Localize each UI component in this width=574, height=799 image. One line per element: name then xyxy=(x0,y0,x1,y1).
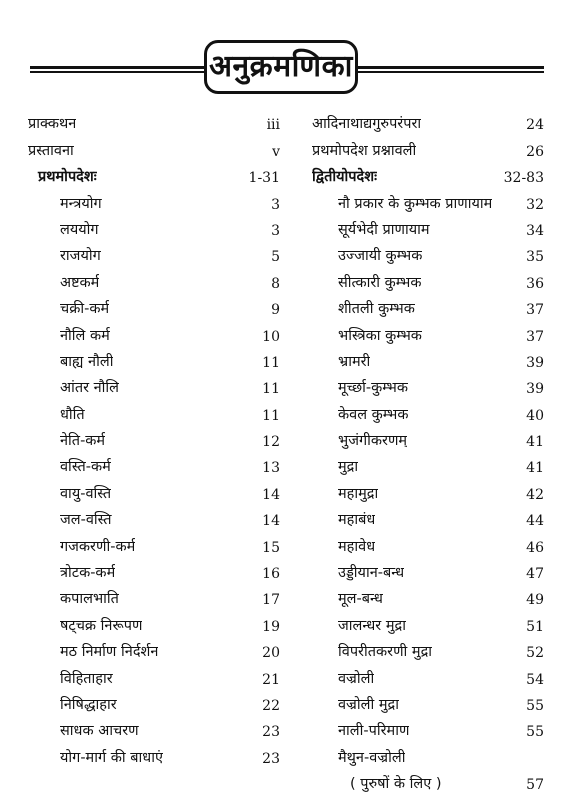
toc-entry-page: 3 xyxy=(271,196,280,213)
toc-entry xyxy=(312,239,544,265)
toc-entry-label: शीतली कुम्भक xyxy=(338,301,415,318)
toc-entry xyxy=(28,107,280,133)
toc-entry xyxy=(312,661,544,687)
toc-entry-page: 23 xyxy=(262,750,280,767)
toc-entry xyxy=(28,608,280,634)
toc-entry-page: 54 xyxy=(526,671,544,688)
toc-entry-label: विपरीतकरणी मुद्रा xyxy=(338,644,433,661)
toc-entry xyxy=(312,186,544,212)
toc-entry-page: 36 xyxy=(526,275,544,292)
toc-entry-label: उड्डीयान-बन्ध xyxy=(338,565,405,582)
toc-entry-label: भ्रामरी xyxy=(338,353,371,370)
toc-entry-label: बाह्य नौली xyxy=(60,353,114,370)
toc-entry xyxy=(28,292,280,318)
toc-entry-label: केवल कुम्भक xyxy=(338,406,409,423)
toc-entry-label: सूर्यभेदी प्राणायाम xyxy=(338,221,430,238)
toc-entry-page: 15 xyxy=(262,539,280,556)
toc-entry-page: 20 xyxy=(262,645,280,662)
toc-entry xyxy=(28,186,280,212)
toc-entry-label: वज्रोली xyxy=(338,670,375,687)
toc-entry-page: 52 xyxy=(526,645,544,662)
toc-entry xyxy=(312,556,544,582)
toc-entry-page: 55 xyxy=(526,724,544,741)
toc-entry-page: 35 xyxy=(526,249,544,266)
toc-entry xyxy=(312,450,544,476)
toc-entry xyxy=(28,556,280,582)
toc-entry xyxy=(312,160,544,186)
toc-entry-page: 57 xyxy=(526,777,544,794)
toc-entry xyxy=(312,397,544,423)
toc-entry-page: 32-83 xyxy=(503,170,544,187)
toc-entry-page: 11 xyxy=(262,381,280,398)
toc-entry xyxy=(312,476,544,502)
toc-entry xyxy=(312,529,544,555)
toc-entry-label: प्राक्कथन xyxy=(28,116,77,133)
toc-entry-label: मुद्रा xyxy=(338,459,359,476)
toc-entry xyxy=(28,661,280,687)
toc-entry-label: नेति-कर्म xyxy=(60,433,106,450)
toc-entry-label: आदिनाथाद्यगुरुपरंपरा xyxy=(312,116,422,133)
toc-entry-label: उज्जायी कुम्भक xyxy=(338,248,423,265)
toc-entry xyxy=(312,318,544,344)
toc-entry-label: प्रस्तावना xyxy=(28,142,74,159)
toc-entry xyxy=(312,714,544,740)
toc-entry-page: 8 xyxy=(271,275,280,292)
toc-entry xyxy=(312,424,544,450)
toc-right-column xyxy=(312,107,544,793)
toc-entry-label: नौलि कर्म xyxy=(60,327,110,344)
toc-entry-label: चक्री-कर्म xyxy=(60,301,110,318)
toc-entry-page: 34 xyxy=(526,222,544,239)
toc-entry xyxy=(28,529,280,555)
toc-entry-page: 23 xyxy=(262,724,280,741)
toc-entry xyxy=(312,767,544,793)
toc-entry-page: 9 xyxy=(271,302,280,319)
toc-entry xyxy=(28,424,280,450)
toc-entry-page: iii xyxy=(266,117,280,134)
toc-entry-page: 49 xyxy=(526,592,544,609)
toc-entry-label: महाबंध xyxy=(338,512,376,529)
toc-entry xyxy=(312,740,544,766)
toc-entry-page: 16 xyxy=(262,566,280,583)
toc-entry xyxy=(312,107,544,133)
toc-entry-label: लययोग xyxy=(60,221,99,238)
toc-entry-page: 13 xyxy=(262,460,280,477)
toc-entry-label: महावेध xyxy=(338,538,376,555)
toc-entry-page: 46 xyxy=(526,539,544,556)
toc-entry-page: 32 xyxy=(526,196,544,213)
toc-entry xyxy=(312,345,544,371)
toc-entry xyxy=(28,318,280,344)
toc-entry-label: प्रथमोपदेशः xyxy=(38,169,97,186)
toc-entry-label: निषिद्धाहार xyxy=(60,696,117,713)
toc-entry-page: 47 xyxy=(526,566,544,583)
toc-entry xyxy=(28,265,280,291)
toc-entry-label: द्वितीयोपदेशः xyxy=(312,169,378,186)
toc-entry xyxy=(28,503,280,529)
toc-entry-label: नौ प्रकार के कुम्भक प्राणायाम xyxy=(338,195,493,212)
toc-entry-page: 37 xyxy=(526,328,544,345)
toc-entry-label: साधक आचरण xyxy=(60,723,139,740)
toc-entry xyxy=(28,371,280,397)
toc-entry xyxy=(28,213,280,239)
toc-entry-label: जल-वस्ति xyxy=(60,512,112,529)
toc-entry-page: 26 xyxy=(526,143,544,160)
toc-entry xyxy=(312,503,544,529)
toc-entry-label: कपालभाति xyxy=(60,591,119,608)
toc-entry-label: मूर्च्छा-कुम्भक xyxy=(338,380,408,397)
toc-entry-page: 39 xyxy=(526,354,544,371)
toc-entry-label: महामुद्रा xyxy=(338,485,379,502)
toc-header xyxy=(0,34,574,104)
toc-entry-page: 39 xyxy=(526,381,544,398)
toc-entry-page: 51 xyxy=(526,618,544,635)
toc-entry-page: 21 xyxy=(262,671,280,688)
toc-entry-page: 55 xyxy=(526,697,544,714)
toc-entry-page: 19 xyxy=(262,618,280,635)
toc-entry-page: 17 xyxy=(262,592,280,609)
toc-entry-label: वज्रोली मुद्रा xyxy=(338,696,399,713)
toc-entry-label: राजयोग xyxy=(60,248,101,265)
toc-entry xyxy=(28,635,280,661)
toc-entry-page: 3 xyxy=(271,222,280,239)
toc-entry-page: 41 xyxy=(526,460,544,477)
toc-entry xyxy=(312,582,544,608)
toc-entry xyxy=(28,688,280,714)
toc-entry xyxy=(28,345,280,371)
toc-entry-label: नाली-परिमाण xyxy=(338,723,410,740)
toc-entry xyxy=(312,213,544,239)
toc-left-column xyxy=(28,107,280,767)
toc-entry-label: विहिताहार xyxy=(60,670,113,687)
toc-entry-page: 42 xyxy=(526,486,544,503)
toc-entry-page: 1-31 xyxy=(248,170,280,187)
toc-entry-page: 41 xyxy=(526,434,544,451)
toc-entry xyxy=(28,239,280,265)
toc-entry-page: 5 xyxy=(271,249,280,266)
toc-entry xyxy=(28,160,280,186)
toc-entry xyxy=(28,450,280,476)
toc-entry-page: 24 xyxy=(526,117,544,134)
toc-entry-label: सीत्कारी कुम्भक xyxy=(338,274,422,291)
toc-entry-label: मठ निर्माण निर्दर्शन xyxy=(60,644,159,661)
toc-entry-label: गजकरणी-कर्म xyxy=(60,538,136,555)
toc-entry xyxy=(312,133,544,159)
toc-entry-label: योग-मार्ग की बाधाएं xyxy=(60,749,163,766)
toc-entry xyxy=(28,476,280,502)
toc-entry-label: धौति xyxy=(60,406,85,423)
toc-entry-page: 11 xyxy=(262,407,280,424)
toc-entry xyxy=(28,740,280,766)
toc-entry-page: 44 xyxy=(526,513,544,530)
title-frame xyxy=(204,40,358,94)
toc-entry-page: v xyxy=(272,143,280,160)
toc-entry xyxy=(28,582,280,608)
toc-entry-label: षट्चक्र निरूपण xyxy=(60,617,143,634)
toc-entry-page: 10 xyxy=(262,328,280,345)
toc-entry-page: 40 xyxy=(526,407,544,424)
toc-entry-page: 22 xyxy=(262,697,280,714)
toc-entry xyxy=(312,608,544,634)
toc-entry-label: मूल-बन्ध xyxy=(338,591,383,608)
toc-entry-page: 14 xyxy=(262,513,280,530)
toc-entry-label: प्रथमोपदेश प्रश्नावली xyxy=(312,142,417,159)
toc-entry-page: 14 xyxy=(262,486,280,503)
toc-entry-label: वायु-वस्ति xyxy=(60,485,112,502)
toc-entry-label: भुजंगीकरणम् xyxy=(338,433,408,450)
toc-entry xyxy=(312,635,544,661)
toc-entry-page: 11 xyxy=(262,354,280,371)
toc-entry-label: मैथुन-वज्रोली xyxy=(338,749,406,766)
page-title: अनुक्रमणिका xyxy=(209,49,353,84)
toc-entry xyxy=(312,265,544,291)
toc-entry-label: आंतर नौलि xyxy=(60,380,120,397)
toc-entry-label: अष्टकर्म xyxy=(60,274,100,291)
toc-entry-label: त्रोटक-कर्म xyxy=(60,565,116,582)
toc-entry xyxy=(312,688,544,714)
toc-entry-page: 12 xyxy=(262,434,280,451)
toc-entry-label: वस्ति-कर्म xyxy=(60,459,111,476)
toc-entry xyxy=(28,714,280,740)
toc-entry xyxy=(312,371,544,397)
toc-entry-label: मन्त्रयोग xyxy=(60,195,102,212)
toc-entry-label: जालन्धर मुद्रा xyxy=(338,617,406,634)
toc-entry-label: भस्त्रिका कुम्भक xyxy=(338,327,422,344)
toc-entry xyxy=(312,292,544,318)
toc-entry-page: 37 xyxy=(526,302,544,319)
toc-entry xyxy=(28,133,280,159)
toc-entry xyxy=(28,397,280,423)
toc-entry-label: ( पुरुषों के लिए ) xyxy=(350,776,442,793)
